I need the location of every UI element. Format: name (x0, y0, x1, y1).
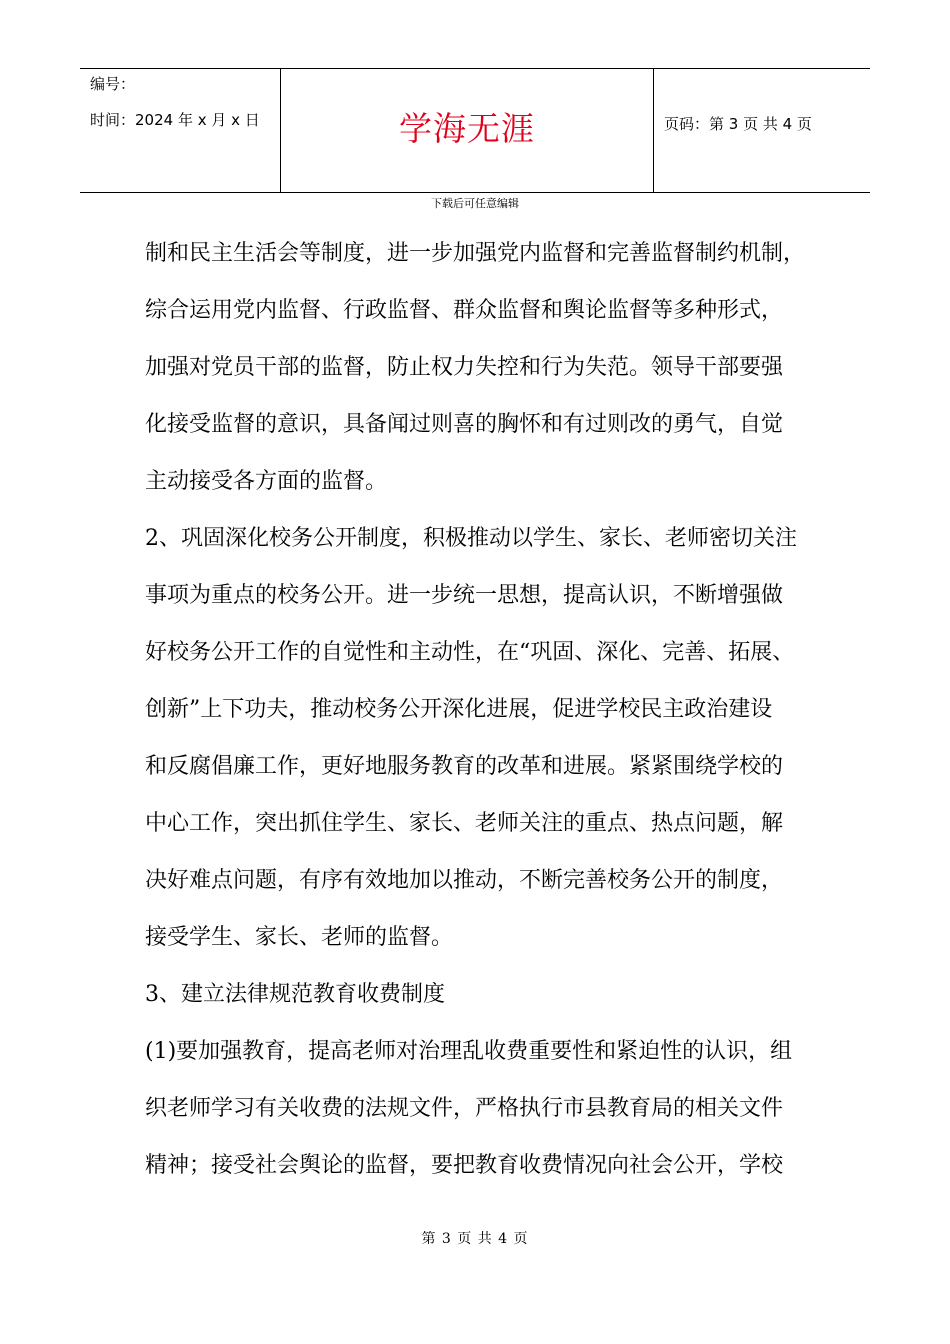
document-body (145, 234, 825, 1203)
document-number-label: 编号： (90, 75, 136, 93)
header-middle-cell (281, 69, 654, 192)
page-number-info: 页码：第 3 页 共 4 页 (664, 115, 812, 133)
body-line: 制和民主生活会等制度，进一步加强党内监督和完善监督制约机制， (145, 241, 806, 266)
body-line: 好校务公开工作的自觉性和主动性，在“巩固、深化、完善、拓展、 (145, 640, 795, 665)
body-line: 接受学生、家长、老师的监督。 (145, 925, 454, 950)
body-line: 加强对党员干部的监督，防止权力失控和行为失范。领导干部要强 (145, 355, 784, 380)
body-line: 织老师学习有关收费的法规文件，严格执行市县教育局的相关文件 (145, 1096, 784, 1121)
body-line: 和反腐倡廉工作，更好地服务教育的改革和进展。紧紧围绕学校的 (145, 754, 784, 779)
body-line: 2、巩固深化校务公开制度，积极推动以学生、家长、老师密切关注 (145, 526, 797, 551)
document-date-label: 时间：2024 年 x 月 x 日 (90, 111, 260, 129)
body-line: 主动接受各方面的监督。 (145, 469, 388, 494)
body-line: 决好难点问题，有序有效地加以推动，不断完善校务公开的制度， (145, 868, 784, 893)
brand-title: 学海无涯 (399, 109, 535, 148)
body-line: 3、建立法律规范教育收费制度 (145, 982, 445, 1007)
header-left-cell (80, 69, 281, 192)
body-line: 事项为重点的校务公开。进一步统一思想，提高认识，不断增强做 (145, 583, 784, 608)
body-line: 化接受监督的意识，具备闻过则喜的胸怀和有过则改的勇气，自觉 (145, 412, 784, 437)
header-right-cell (654, 69, 870, 192)
body-line: 综合运用党内监督、行政监督、群众监督和舆论监督等多种形式， (145, 298, 784, 323)
body-line: 中心工作，突出抓住学生、家长、老师关注的重点、热点问题，解 (145, 811, 784, 836)
document-header (80, 68, 870, 193)
body-line: 创新”上下功夫，推动校务公开深化进展，促进学校民主政治建设 (145, 697, 773, 722)
page-footer: 第 3 页 共 4 页 (421, 1231, 529, 1247)
body-line: (1)要加强教育，提高老师对治理乱收费重要性和紧迫性的认识，组 (145, 1039, 793, 1064)
edit-notice: 下载后可任意编辑 (431, 197, 519, 210)
body-line: 精神；接受社会舆论的监督，要把教育收费情况向社会公开，学校 (145, 1153, 784, 1178)
